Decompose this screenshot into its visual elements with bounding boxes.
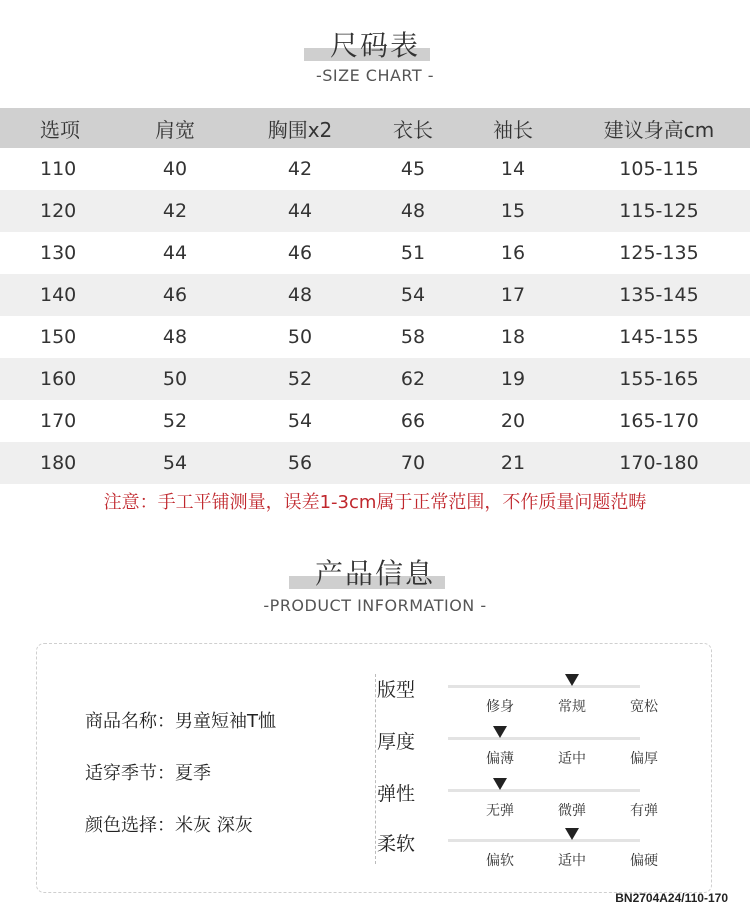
- product-info-title: [0, 552, 750, 592]
- table-cell: 16: [500, 242, 526, 264]
- table-cell: 40: [162, 158, 188, 180]
- attribute-label: 柔软: [377, 833, 416, 855]
- table-cell: 54: [118, 442, 232, 484]
- table-cell: 120: [0, 190, 118, 232]
- attribute-option: 无弹: [486, 803, 514, 819]
- table-cell: 48: [368, 190, 458, 232]
- table-cell: 170: [40, 410, 77, 432]
- table-cell: 66: [400, 410, 426, 432]
- table-row: [0, 190, 750, 232]
- attribute-label: 弹性: [377, 783, 416, 805]
- table-cell: 180: [0, 442, 118, 484]
- table-cell: 48: [232, 274, 368, 316]
- table-header-cell: 肩宽: [118, 108, 232, 148]
- attribute-label: 版型: [377, 679, 416, 701]
- table-cell: 45: [400, 158, 426, 180]
- table-cell: 135-145: [568, 274, 750, 316]
- attribute-label: 厚度: [377, 731, 416, 753]
- product-name-line: 商品名称：男童短袖T恤: [85, 711, 276, 732]
- size-chart-subtitle: -SIZE CHART -: [315, 66, 435, 85]
- table-cell: 115-125: [568, 190, 750, 232]
- table-cell: 145-155: [619, 326, 699, 348]
- attribute-scale-line: [448, 789, 640, 792]
- table-cell: 51: [400, 242, 426, 264]
- table-row: [0, 358, 750, 400]
- table-cell: 50: [118, 358, 232, 400]
- table-cell: 18: [500, 326, 526, 348]
- table-cell: 52: [162, 410, 188, 432]
- table-header-cell: 选项: [0, 108, 118, 148]
- table-cell: 125-135: [619, 242, 699, 264]
- table-cell: 62: [368, 358, 458, 400]
- attribute-option: 宽松: [630, 699, 658, 715]
- measurement-note: 注意：手工平铺测量，误差1-3cm属于正常范围，不作质量问题范畴: [103, 492, 647, 513]
- table-row: [0, 148, 750, 190]
- table-cell: 20: [500, 410, 526, 432]
- size-chart-title: [0, 24, 750, 64]
- table-cell: 15: [458, 190, 568, 232]
- table-header-cell: 袖长: [458, 108, 568, 148]
- selected-marker-icon: [493, 778, 507, 790]
- table-cell: 44: [232, 190, 368, 232]
- table-cell: 170-180: [568, 442, 750, 484]
- attribute-option: 偏软: [486, 853, 514, 869]
- attribute-scale-line: [448, 685, 640, 688]
- size-chart-table: [0, 108, 750, 484]
- product-info-subtitle: -PRODUCT INFORMATION -: [263, 596, 487, 615]
- table-cell: 14: [500, 158, 526, 180]
- table-cell: 58: [400, 326, 426, 348]
- table-cell: 70: [368, 442, 458, 484]
- attribute-option: 偏薄: [486, 751, 514, 767]
- table-cell: 42: [287, 158, 313, 180]
- attribute-scale-line: [448, 839, 640, 842]
- size-chart-body: [0, 148, 750, 484]
- table-row: [0, 442, 750, 484]
- table-row: [0, 400, 750, 442]
- table-cell: 46: [287, 242, 313, 264]
- attribute-option: 微弹: [558, 803, 586, 819]
- attribute-option: 偏硬: [630, 853, 658, 869]
- product-color-line: 颜色选择：米灰 深灰: [85, 815, 253, 836]
- selected-marker-icon: [493, 726, 507, 738]
- table-cell: 110: [40, 158, 77, 180]
- table-header-cell: 建议身高cm: [568, 108, 750, 148]
- table-cell: 160: [0, 358, 118, 400]
- table-cell: 46: [118, 274, 232, 316]
- product-season-line: 适穿季节：夏季: [85, 763, 211, 784]
- table-cell: 105-115: [619, 158, 699, 180]
- table-cell: 52: [232, 358, 368, 400]
- table-cell: 165-170: [619, 410, 699, 432]
- table-row: [0, 232, 750, 274]
- table-cell: 42: [118, 190, 232, 232]
- table-cell: 19: [458, 358, 568, 400]
- attribute-option: 常规: [558, 699, 586, 715]
- table-row: [0, 316, 750, 358]
- selected-marker-icon: [565, 828, 579, 840]
- info-divider: [375, 674, 376, 864]
- table-cell: 150: [40, 326, 77, 348]
- product-info-title-text: 产品信息: [314, 557, 435, 590]
- attribute-scale-line: [448, 737, 640, 740]
- attribute-option: 有弹: [630, 803, 658, 819]
- table-header-row: [0, 108, 750, 148]
- table-header-cell: 衣长: [368, 108, 458, 148]
- product-info-box: [36, 643, 712, 893]
- table-cell: 48: [162, 326, 188, 348]
- table-cell: 56: [232, 442, 368, 484]
- product-code: BN2704A24/110-170: [615, 891, 728, 905]
- table-cell: 155-165: [568, 358, 750, 400]
- table-cell: 50: [287, 326, 313, 348]
- table-cell: 54: [287, 410, 313, 432]
- table-row: [0, 274, 750, 316]
- size-chart-title-text: 尺码表: [329, 29, 420, 62]
- table-header-cell: 胸围x2: [232, 108, 368, 148]
- attribute-option: 适中: [558, 853, 586, 869]
- table-cell: 17: [458, 274, 568, 316]
- table-cell: 44: [162, 242, 188, 264]
- table-cell: 130: [40, 242, 77, 264]
- attribute-option: 修身: [486, 699, 514, 715]
- selected-marker-icon: [565, 674, 579, 686]
- attribute-option: 偏厚: [630, 751, 658, 767]
- table-cell: 54: [368, 274, 458, 316]
- table-cell: 140: [0, 274, 118, 316]
- attribute-option: 适中: [558, 751, 586, 767]
- table-cell: 21: [458, 442, 568, 484]
